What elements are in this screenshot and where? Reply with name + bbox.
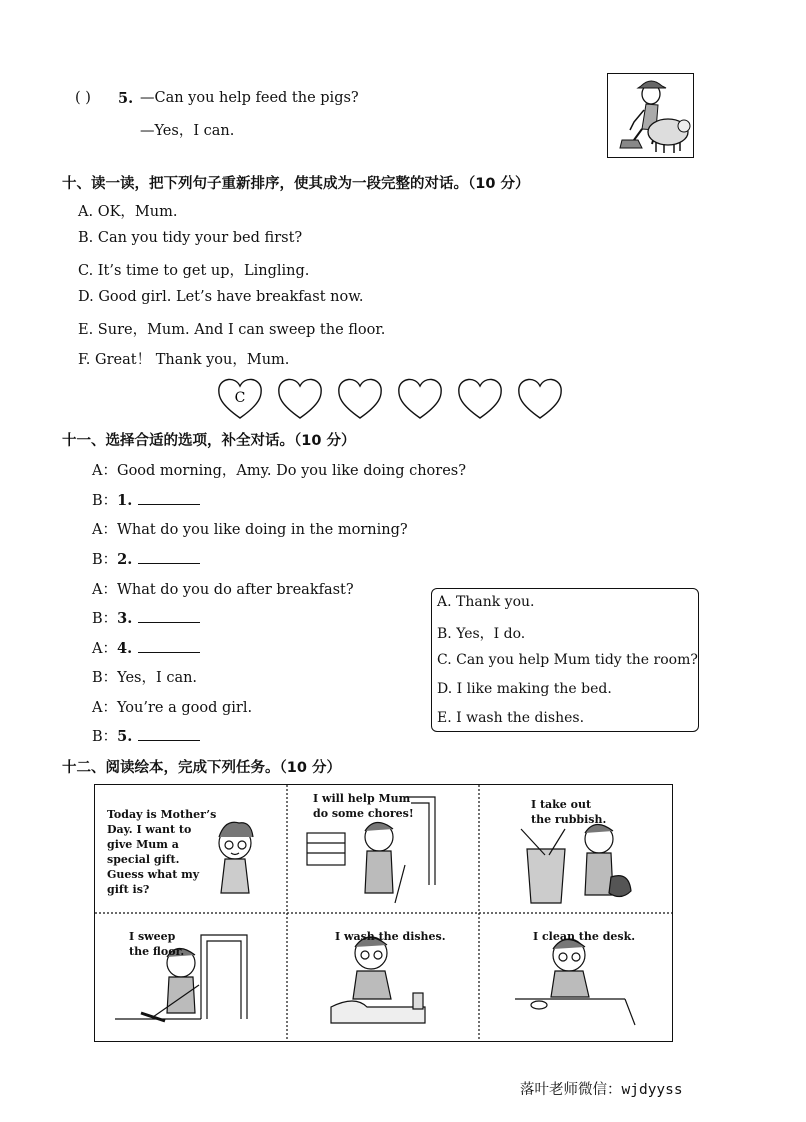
story-panel-2: [287, 785, 479, 913]
section10-item-f: F. Great！ Thank you，Mum.: [78, 352, 290, 368]
pig-feeding-illustration: [607, 73, 694, 158]
heart-answer-row: [216, 376, 566, 424]
dialogue-line: B：2.: [92, 548, 200, 569]
panel-caption: I clean the desk.: [533, 930, 636, 943]
option-c: C. Can you help Mum tidy the room?: [437, 652, 698, 668]
dialogue-line: A：What do you do after breakfast?: [92, 582, 354, 598]
q5-line2: —Yes，I can.: [140, 123, 235, 139]
dialogue-line: A：What do you like doing in the morning?: [92, 522, 408, 538]
answer-blank-2[interactable]: [138, 551, 200, 564]
answer-blank-4[interactable]: [138, 640, 200, 653]
answer-heart-5[interactable]: [459, 379, 501, 418]
panel-caption: I sweep the floor.: [129, 930, 185, 958]
section12-heading: 十二、阅读绘本，完成下列任务。（10 分）: [62, 760, 341, 776]
section10-item-a: A. OK，Mum.: [78, 204, 178, 220]
answer-heart-2[interactable]: [279, 379, 321, 418]
q5-bracket[interactable]: ( ): [75, 90, 91, 106]
section10-item-e: E. Sure，Mum. And I can sweep the floor.: [78, 322, 386, 338]
dialogue-line: B：5.: [92, 725, 200, 746]
answer-blank-3[interactable]: [138, 610, 200, 623]
story-panel-3: [479, 785, 671, 913]
option-d: D. I like making the bed.: [437, 681, 612, 697]
panel-caption: I will help Mum do some chores!: [313, 792, 414, 820]
section10-item-d: D. Good girl. Let’s have breakfast now.: [78, 289, 364, 305]
options-box: [431, 588, 699, 732]
answer-blank-5[interactable]: [138, 728, 200, 741]
section10-heading: 十、读一读，把下列句子重新排序，使其成为一段完整的对话。（10 分）: [62, 176, 530, 192]
answer-blank-1[interactable]: [138, 492, 200, 505]
dialogue-line: A：4.: [92, 637, 200, 658]
answer-heart-6[interactable]: [519, 379, 561, 418]
section10-item-c: C. It’s time to get up，Lingling.: [78, 263, 310, 279]
panel-caption: I wash the dishes.: [335, 930, 446, 943]
answer-heart-3[interactable]: [339, 379, 381, 418]
story-panel-6: [479, 913, 671, 1041]
story-panel-5: [287, 913, 479, 1041]
panel-caption: Today is Mother’s Day. I want to give Mum a special gift. Guess what my gift is?: [107, 808, 217, 896]
section10-item-b: B. Can you tidy your bed first?: [78, 230, 303, 246]
option-e: E. I wash the dishes.: [437, 710, 585, 726]
option-b: B. Yes，I do.: [437, 626, 526, 642]
option-a: A. Thank you.: [437, 594, 535, 610]
panel-caption: I take out the rubbish.: [531, 798, 607, 826]
footer-note: 落叶老师微信：wjdyyss: [520, 1082, 683, 1098]
q5-number: 5.: [118, 90, 134, 107]
heart-letter: C: [234, 390, 246, 406]
dialogue-line: B：Yes，I can.: [92, 670, 198, 686]
q5-line1: —Can you help feed the pigs?: [140, 90, 359, 106]
dialogue-line: B：3.: [92, 607, 200, 628]
answer-heart-4[interactable]: [399, 379, 441, 418]
dialogue-line: A：Good morning，Amy. Do you like doing chores?: [92, 463, 467, 479]
section11-heading: 十一、选择合适的选项，补全对话。（10 分）: [62, 433, 356, 449]
dialogue-line: B：1.: [92, 489, 200, 510]
picture-book: [94, 784, 673, 1042]
story-panel-1: [95, 785, 287, 913]
dialogue-line: A：You’re a good girl.: [92, 700, 253, 716]
story-panel-4: [95, 913, 287, 1041]
